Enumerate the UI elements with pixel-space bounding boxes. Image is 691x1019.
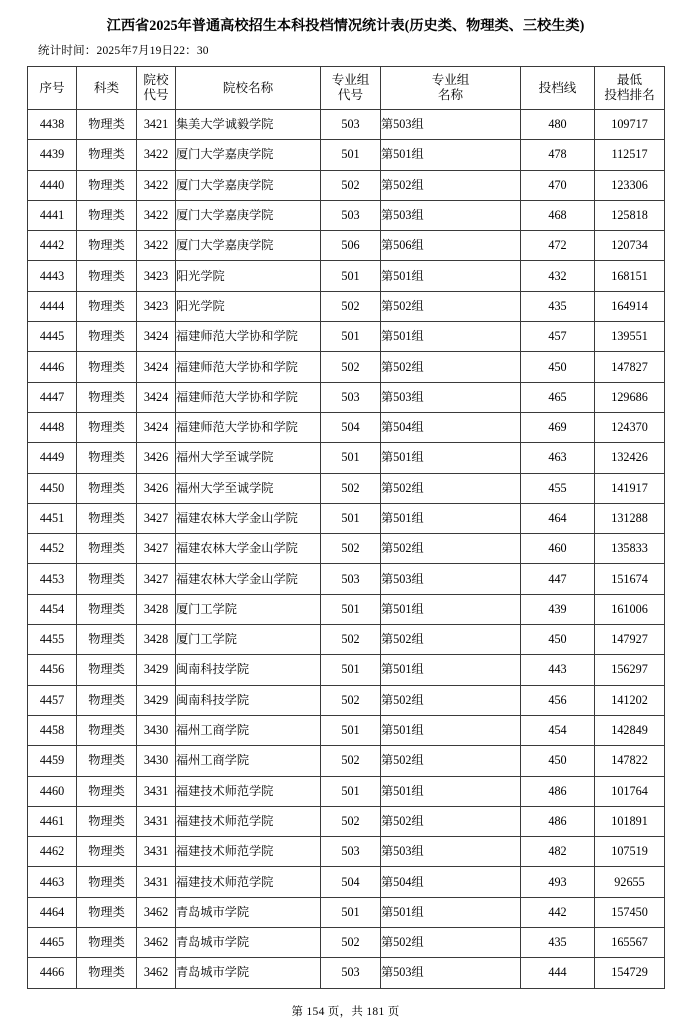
cell-school-name: 厦门大学嘉庚学院 (176, 140, 321, 170)
cell-subject-category: 物理类 (77, 443, 137, 473)
cell-school-code: 3430 (137, 715, 176, 745)
table-row (28, 746, 665, 776)
cell-index: 4452 (28, 534, 77, 564)
cell-min-rank: 120734 (595, 231, 665, 261)
cell-index: 4439 (28, 140, 77, 170)
min-rank-line2: 投档排名 (604, 88, 655, 102)
admission-statistics-table (27, 66, 665, 989)
cell-admission-line: 457 (521, 322, 595, 352)
cell-school-code: 3423 (137, 261, 176, 291)
cell-index: 4466 (28, 958, 77, 988)
cell-admission-line: 469 (521, 412, 595, 442)
cell-school-name: 福州工商学院 (176, 746, 321, 776)
cell-group-name: 第501组 (381, 594, 521, 624)
cell-school-code: 3427 (137, 503, 176, 533)
cell-admission-line: 480 (521, 110, 595, 140)
cell-group-name: 第503组 (381, 837, 521, 867)
group-name-line2: 名称 (437, 88, 464, 102)
table-row (28, 928, 665, 958)
cell-school-code: 3422 (137, 140, 176, 170)
cell-admission-line: 444 (521, 958, 595, 988)
cell-group-code: 502 (321, 170, 381, 200)
cell-index: 4438 (28, 110, 77, 140)
cell-group-code: 501 (321, 140, 381, 170)
cell-school-code: 3429 (137, 685, 176, 715)
cell-admission-line: 463 (521, 443, 595, 473)
group-code-line2: 代号 (337, 88, 364, 102)
cell-admission-line: 465 (521, 382, 595, 412)
cell-min-rank: 112517 (595, 140, 665, 170)
cell-school-name: 阳光学院 (176, 291, 321, 321)
cell-group-code: 501 (321, 443, 381, 473)
table-row (28, 231, 665, 261)
cell-school-name: 福建农林大学金山学院 (176, 503, 321, 533)
cell-school-name: 厦门工学院 (176, 594, 321, 624)
cell-school-code: 3421 (137, 110, 176, 140)
cell-group-code: 502 (321, 806, 381, 836)
cell-school-code: 3422 (137, 170, 176, 200)
cell-group-name: 第504组 (381, 867, 521, 897)
cell-group-code: 502 (321, 928, 381, 958)
cell-school-name: 厦门大学嘉庚学院 (176, 170, 321, 200)
cell-subject-category: 物理类 (77, 746, 137, 776)
cell-min-rank: 147822 (595, 746, 665, 776)
cell-school-code: 3428 (137, 594, 176, 624)
cell-school-name: 福建技术师范学院 (176, 867, 321, 897)
table-row (28, 443, 665, 473)
table-row (28, 503, 665, 533)
cell-group-name: 第501组 (381, 503, 521, 533)
cell-group-name: 第504组 (381, 412, 521, 442)
cell-group-name: 第502组 (381, 928, 521, 958)
cell-min-rank: 124370 (595, 412, 665, 442)
cell-subject-category: 物理类 (77, 897, 137, 927)
cell-min-rank: 141202 (595, 685, 665, 715)
cell-min-rank: 129686 (595, 382, 665, 412)
cell-min-rank: 151674 (595, 564, 665, 594)
cell-school-name: 福州大学至诚学院 (176, 443, 321, 473)
cell-school-code: 3424 (137, 352, 176, 382)
cell-school-name: 福建师范大学协和学院 (176, 352, 321, 382)
cell-school-code: 3427 (137, 564, 176, 594)
cell-group-code: 501 (321, 897, 381, 927)
cell-admission-line: 460 (521, 534, 595, 564)
cell-admission-line: 450 (521, 746, 595, 776)
cell-group-code: 501 (321, 655, 381, 685)
cell-min-rank: 147827 (595, 352, 665, 382)
cell-school-name: 厦门大学嘉庚学院 (176, 200, 321, 230)
cell-group-name: 第502组 (381, 170, 521, 200)
cell-group-name: 第503组 (381, 110, 521, 140)
table-row (28, 837, 665, 867)
cell-group-code: 502 (321, 352, 381, 382)
cell-admission-line: 482 (521, 837, 595, 867)
cell-subject-category: 物理类 (77, 412, 137, 442)
cell-min-rank: 147927 (595, 625, 665, 655)
cell-school-name: 青岛城市学院 (176, 958, 321, 988)
cell-school-name: 阳光学院 (176, 261, 321, 291)
cell-index: 4441 (28, 200, 77, 230)
cell-min-rank: 92655 (595, 867, 665, 897)
cell-group-code: 502 (321, 534, 381, 564)
table-row (28, 200, 665, 230)
cell-admission-line: 478 (521, 140, 595, 170)
cell-admission-line: 493 (521, 867, 595, 897)
cell-admission-line: 486 (521, 806, 595, 836)
cell-index: 4458 (28, 715, 77, 745)
cell-group-code: 501 (321, 322, 381, 352)
cell-school-code: 3422 (137, 231, 176, 261)
cell-group-code: 502 (321, 685, 381, 715)
cell-index: 4451 (28, 503, 77, 533)
cell-admission-line: 432 (521, 261, 595, 291)
cell-school-name: 福建师范大学协和学院 (176, 382, 321, 412)
cell-admission-line: 450 (521, 352, 595, 382)
cell-group-code: 503 (321, 837, 381, 867)
cell-min-rank: 132426 (595, 443, 665, 473)
cell-index: 4463 (28, 867, 77, 897)
cell-school-code: 3462 (137, 897, 176, 927)
cell-group-name: 第502组 (381, 291, 521, 321)
cell-subject-category: 物理类 (77, 110, 137, 140)
table-row (28, 655, 665, 685)
column-header-school-name: 院校名称 (176, 67, 321, 110)
cell-admission-line: 486 (521, 776, 595, 806)
table-row (28, 715, 665, 745)
table-row (28, 322, 665, 352)
cell-group-name: 第502组 (381, 625, 521, 655)
table-row (28, 382, 665, 412)
cell-index: 4461 (28, 806, 77, 836)
cell-subject-category: 物理类 (77, 776, 137, 806)
column-header-group-code (321, 67, 381, 110)
cell-school-name: 福建师范大学协和学院 (176, 322, 321, 352)
cell-admission-line: 470 (521, 170, 595, 200)
cell-school-code: 3428 (137, 625, 176, 655)
cell-admission-line: 439 (521, 594, 595, 624)
cell-subject-category: 物理类 (77, 170, 137, 200)
cell-school-code: 3423 (137, 291, 176, 321)
cell-school-name: 福建农林大学金山学院 (176, 534, 321, 564)
cell-school-code: 3431 (137, 837, 176, 867)
table-row (28, 140, 665, 170)
cell-group-name: 第501组 (381, 443, 521, 473)
cell-group-name: 第501组 (381, 776, 521, 806)
cell-subject-category: 物理类 (77, 837, 137, 867)
cell-school-code: 3426 (137, 473, 176, 503)
cell-group-code: 501 (321, 594, 381, 624)
cell-group-name: 第502组 (381, 746, 521, 776)
cell-group-code: 503 (321, 110, 381, 140)
cell-school-name: 闽南科技学院 (176, 685, 321, 715)
cell-subject-category: 物理类 (77, 322, 137, 352)
cell-min-rank: 165567 (595, 928, 665, 958)
cell-school-name: 厦门工学院 (176, 625, 321, 655)
table-row (28, 867, 665, 897)
cell-min-rank: 157450 (595, 897, 665, 927)
cell-group-name: 第503组 (381, 382, 521, 412)
table-row (28, 534, 665, 564)
cell-school-name: 福州工商学院 (176, 715, 321, 745)
cell-admission-line: 468 (521, 200, 595, 230)
table-row (28, 685, 665, 715)
cell-index: 4445 (28, 322, 77, 352)
table-row (28, 352, 665, 382)
cell-group-name: 第502组 (381, 352, 521, 382)
cell-subject-category: 物理类 (77, 352, 137, 382)
cell-index: 4440 (28, 170, 77, 200)
cell-group-name: 第501组 (381, 897, 521, 927)
column-header-min-rank (595, 67, 665, 110)
cell-school-code: 3429 (137, 655, 176, 685)
cell-subject-category: 物理类 (77, 867, 137, 897)
column-header-school-code (137, 67, 176, 110)
cell-school-code: 3431 (137, 806, 176, 836)
cell-group-name: 第506组 (381, 231, 521, 261)
cell-admission-line: 447 (521, 564, 595, 594)
cell-index: 4444 (28, 291, 77, 321)
cell-subject-category: 物理类 (77, 564, 137, 594)
cell-group-code: 504 (321, 412, 381, 442)
cell-index: 4447 (28, 382, 77, 412)
cell-subject-category: 物理类 (77, 473, 137, 503)
cell-index: 4449 (28, 443, 77, 473)
column-header-admission-line: 投档线 (521, 67, 595, 110)
cell-school-name: 青岛城市学院 (176, 928, 321, 958)
cell-min-rank: 139551 (595, 322, 665, 352)
cell-school-code: 3430 (137, 746, 176, 776)
cell-group-code: 506 (321, 231, 381, 261)
table-row (28, 594, 665, 624)
cell-min-rank: 154729 (595, 958, 665, 988)
cell-school-code: 3424 (137, 382, 176, 412)
cell-group-name: 第503组 (381, 200, 521, 230)
cell-group-name: 第501组 (381, 715, 521, 745)
cell-group-code: 501 (321, 503, 381, 533)
cell-index: 4456 (28, 655, 77, 685)
page-footer: 第 154 页，共 181 页 (291, 1005, 400, 1018)
cell-school-name: 福建技术师范学院 (176, 837, 321, 867)
cell-admission-line: 464 (521, 503, 595, 533)
page-title: 江西省2025年普通高校招生本科投档情况统计表(历史类、物理类、三校生类) (106, 18, 585, 34)
cell-subject-category: 物理类 (77, 200, 137, 230)
cell-index: 4465 (28, 928, 77, 958)
cell-school-code: 3424 (137, 322, 176, 352)
table-row (28, 806, 665, 836)
cell-subject-category: 物理类 (77, 231, 137, 261)
cell-group-code: 503 (321, 200, 381, 230)
cell-min-rank: 156297 (595, 655, 665, 685)
cell-group-code: 503 (321, 382, 381, 412)
cell-subject-category: 物理类 (77, 715, 137, 745)
cell-index: 4459 (28, 746, 77, 776)
cell-school-code: 3431 (137, 776, 176, 806)
cell-school-code: 3431 (137, 867, 176, 897)
cell-school-code: 3462 (137, 958, 176, 988)
cell-subject-category: 物理类 (77, 928, 137, 958)
cell-school-name: 厦门大学嘉庚学院 (176, 231, 321, 261)
cell-index: 4453 (28, 564, 77, 594)
cell-school-code: 3427 (137, 534, 176, 564)
table-row (28, 958, 665, 988)
cell-school-code: 3426 (137, 443, 176, 473)
cell-group-name: 第501组 (381, 655, 521, 685)
cell-group-code: 502 (321, 746, 381, 776)
cell-subject-category: 物理类 (77, 140, 137, 170)
cell-index: 4462 (28, 837, 77, 867)
cell-group-code: 503 (321, 564, 381, 594)
cell-min-rank: 125818 (595, 200, 665, 230)
cell-min-rank: 142849 (595, 715, 665, 745)
cell-subject-category: 物理类 (77, 594, 137, 624)
cell-min-rank: 161006 (595, 594, 665, 624)
table-row (28, 625, 665, 655)
cell-subject-category: 物理类 (77, 261, 137, 291)
cell-school-code: 3422 (137, 200, 176, 230)
cell-group-code: 502 (321, 625, 381, 655)
table-row (28, 291, 665, 321)
cell-min-rank: 107519 (595, 837, 665, 867)
cell-min-rank: 164914 (595, 291, 665, 321)
cell-subject-category: 物理类 (77, 806, 137, 836)
cell-school-name: 福建技术师范学院 (176, 806, 321, 836)
cell-min-rank: 141917 (595, 473, 665, 503)
cell-group-name: 第501组 (381, 322, 521, 352)
cell-school-name: 福建农林大学金山学院 (176, 564, 321, 594)
group-name-line1: 专业组 (431, 73, 470, 87)
cell-min-rank: 135833 (595, 534, 665, 564)
cell-admission-line: 443 (521, 655, 595, 685)
cell-min-rank: 123306 (595, 170, 665, 200)
cell-min-rank: 131288 (595, 503, 665, 533)
cell-group-code: 501 (321, 776, 381, 806)
cell-subject-category: 物理类 (77, 685, 137, 715)
cell-subject-category: 物理类 (77, 382, 137, 412)
table-row (28, 170, 665, 200)
cell-index: 4454 (28, 594, 77, 624)
cell-group-name: 第501组 (381, 140, 521, 170)
table-row (28, 564, 665, 594)
cell-school-name: 福建师范大学协和学院 (176, 412, 321, 442)
table-row (28, 412, 665, 442)
cell-school-name: 集美大学诚毅学院 (176, 110, 321, 140)
cell-admission-line: 472 (521, 231, 595, 261)
cell-admission-line: 442 (521, 897, 595, 927)
cell-group-code: 502 (321, 291, 381, 321)
table-row (28, 473, 665, 503)
cell-admission-line: 435 (521, 291, 595, 321)
cell-subject-category: 物理类 (77, 625, 137, 655)
cell-subject-category: 物理类 (77, 291, 137, 321)
cell-group-code: 501 (321, 261, 381, 291)
cell-school-name: 闽南科技学院 (176, 655, 321, 685)
cell-index: 4455 (28, 625, 77, 655)
column-header-subject-category: 科类 (77, 67, 137, 110)
cell-index: 4443 (28, 261, 77, 291)
group-code-line1: 专业组 (331, 73, 370, 87)
column-header-index: 序号 (28, 67, 77, 110)
cell-index: 4464 (28, 897, 77, 927)
cell-subject-category: 物理类 (77, 655, 137, 685)
column-header-group-name (381, 67, 521, 110)
cell-index: 4442 (28, 231, 77, 261)
cell-subject-category: 物理类 (77, 534, 137, 564)
cell-subject-category: 物理类 (77, 958, 137, 988)
table-body (28, 110, 665, 989)
table-row (28, 261, 665, 291)
cell-group-name: 第502组 (381, 473, 521, 503)
cell-subject-category: 物理类 (77, 503, 137, 533)
cell-min-rank: 101891 (595, 806, 665, 836)
cell-index: 4450 (28, 473, 77, 503)
cell-group-name: 第503组 (381, 958, 521, 988)
table-row (28, 110, 665, 140)
cell-index: 4446 (28, 352, 77, 382)
cell-school-name: 青岛城市学院 (176, 897, 321, 927)
cell-group-name: 第501组 (381, 261, 521, 291)
cell-index: 4460 (28, 776, 77, 806)
cell-group-name: 第502组 (381, 806, 521, 836)
cell-admission-line: 455 (521, 473, 595, 503)
cell-admission-line: 450 (521, 625, 595, 655)
cell-admission-line: 435 (521, 928, 595, 958)
cell-group-name: 第502组 (381, 685, 521, 715)
cell-index: 4448 (28, 412, 77, 442)
cell-admission-line: 456 (521, 685, 595, 715)
cell-group-name: 第503组 (381, 564, 521, 594)
cell-school-code: 3462 (137, 928, 176, 958)
cell-index: 4457 (28, 685, 77, 715)
cell-min-rank: 168151 (595, 261, 665, 291)
cell-school-name: 福州大学至诚学院 (176, 473, 321, 503)
cell-group-code: 503 (321, 958, 381, 988)
cell-min-rank: 101764 (595, 776, 665, 806)
cell-school-name: 福建技术师范学院 (176, 776, 321, 806)
cell-group-name: 第502组 (381, 534, 521, 564)
table-header (28, 67, 665, 110)
cell-school-code: 3424 (137, 412, 176, 442)
cell-admission-line: 454 (521, 715, 595, 745)
school-code-line1: 院校 (143, 73, 169, 87)
cell-min-rank: 109717 (595, 110, 665, 140)
table-header-row (28, 67, 665, 110)
cell-group-code: 501 (321, 715, 381, 745)
cell-group-code: 504 (321, 867, 381, 897)
statistics-time: 统计时间：2025年7月19日22：30 (38, 45, 209, 57)
min-rank-line1: 最低 (616, 73, 643, 87)
table-row (28, 897, 665, 927)
table-row (28, 776, 665, 806)
school-code-line2: 代号 (143, 88, 169, 102)
cell-group-code: 502 (321, 473, 381, 503)
